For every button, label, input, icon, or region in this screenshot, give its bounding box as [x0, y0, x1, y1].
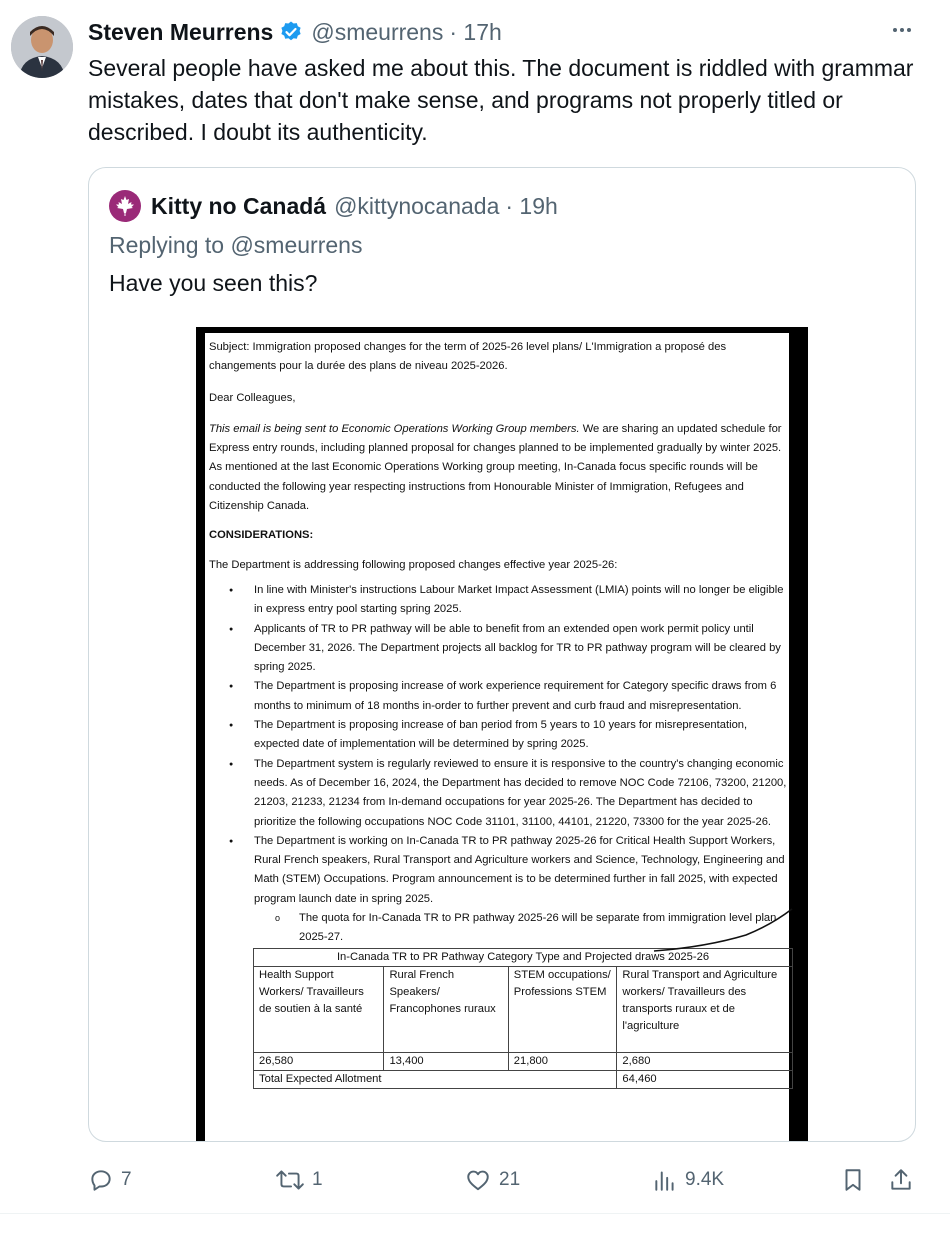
bottom-divider: [0, 1213, 950, 1214]
reply-count: 7: [121, 1169, 132, 1190]
doc-bullet: ● The Department is proposing increase of work experience requirement for Category specific draws from 6 months to minimum of 18 months in-order to further prevent and curb fraud and misrepresentation.: [209, 677, 789, 716]
views-button[interactable]: [652, 1160, 724, 1200]
analytics-icon: [652, 1167, 678, 1193]
bookmark-icon: [840, 1166, 866, 1194]
views-count: 9.4K: [685, 1169, 725, 1190]
quoted-tweet[interactable]: [88, 167, 916, 1142]
like-count: 21: [499, 1169, 521, 1190]
retweet-count: 1: [312, 1169, 323, 1190]
doc-table-value: 21,800: [508, 1052, 617, 1070]
doc-table-header: Rural Transport and Agriculture workers/ Travailleurs des transports ruraux et de l'agriculture: [617, 966, 793, 1052]
doc-table-total-value: 64,460: [617, 1070, 793, 1088]
reply-icon: [88, 1167, 114, 1193]
author-avatar-image: [11, 16, 73, 78]
author-handle[interactable]: @smeurrens: [311, 18, 444, 45]
doc-considerations: CONSIDERATIONS:: [209, 529, 314, 542]
author-avatar[interactable]: [11, 16, 73, 78]
doc-subject: Subject: Immigration proposed changes for the term of 2025-26 level plans/ L'Immigration a proposé des changements pour la durée des plans de niveau 2025-2026.: [209, 341, 727, 373]
retweet-button[interactable]: [275, 1160, 323, 1200]
quoted-tweet-time[interactable]: · 19h: [505, 192, 558, 219]
doc-table-header: Rural French Speakers/ Francophones ruraux: [384, 966, 508, 1052]
retweet-icon: [275, 1167, 305, 1193]
author-name[interactable]: Steven Meurrens: [88, 18, 274, 45]
share-icon: [888, 1166, 914, 1194]
tweet-time[interactable]: · 17h: [449, 18, 502, 45]
document-page: [205, 333, 789, 1142]
bookmark-button[interactable]: [840, 1160, 873, 1200]
quoted-author-avatar[interactable]: [109, 190, 141, 222]
quoted-author-name[interactable]: Kitty no Canadá: [151, 192, 327, 219]
doc-table-value: 13,400: [384, 1052, 508, 1070]
attached-document-image[interactable]: [196, 327, 808, 1142]
doc-bullet: ● The Department system is regularly reviewed to ensure it is responsive to the country's changing economic needs. As of December 16, 2024, the Department has decided to remove NOC Code 72106, 73200, 21200, 21203, 21233, 21234 from In-demand occupations for year 2025-26. The Department has decided to prioritize the following occupations NOC Code 31101, 31100, 44101, 21220, 73300 for the year 2025-26.: [209, 755, 789, 832]
doc-intro: [209, 420, 789, 516]
reply-button[interactable]: [88, 1160, 132, 1200]
more-options-icon[interactable]: [890, 18, 914, 47]
doc-allotment-table: [253, 948, 793, 1089]
replying-to[interactable]: Replying to @smeurrens: [109, 232, 363, 258]
doc-table-caption: In-Canada TR to PR Pathway Category Type and Projected draws 2025-26: [254, 948, 793, 966]
doc-bullet: ● In line with Minister's instructions Labour Market Impact Assessment (LMIA) points will no longer be eligible in express entry pool starting spring 2025.: [209, 581, 789, 620]
heart-icon: [464, 1167, 492, 1193]
doc-bullet: ● Applicants of TR to PR pathway will be able to benefit from an extended open work permit policy until December 31, 2026. The Department projects all backlog for TR to PR pathway program will be cleared by spring 2025.: [209, 620, 789, 678]
doc-greeting: Dear Colleagues,: [209, 391, 296, 404]
doc-addressing: The Department is addressing following proposed changes effective year 2025-26:: [209, 558, 618, 571]
doc-table-value: 26,580: [254, 1052, 384, 1070]
tweet-text: Several people have asked me about this. The document is riddled with grammar mistakes, dates that don't make sense, and programs not properly titled or described. I doubt its authenticity.: [88, 55, 914, 145]
doc-bullet-list: [209, 581, 789, 909]
maple-leaf-icon: [114, 195, 136, 217]
verified-badge-icon: [279, 20, 303, 44]
like-button[interactable]: [464, 1160, 520, 1200]
quoted-tweet-header: [109, 190, 558, 222]
doc-table-total-label: Total Expected Allotment: [254, 1070, 617, 1088]
quoted-author-handle[interactable]: @kittynocanada: [334, 192, 500, 219]
share-button[interactable]: [888, 1160, 921, 1200]
doc-intro-italic: This email is being sent to Economic Operations Working Group members.: [209, 422, 580, 435]
doc-table-value: 2,680: [617, 1052, 793, 1070]
tweet-action-bar: [0, 1160, 950, 1200]
pen-annotation-mark: [636, 907, 796, 957]
doc-intro-rest: We are sharing an updated schedule for Express entry rounds, including planned proposal for changes planned to be implemented gradually by winter 2025. As mentioned at the last Economic Operations Working group meeting, In-Canada focus specific rounds will be conducted the following year respecting instructions from Honourable Minister of Immigration, Refugees and Citizenship Canada.: [209, 422, 782, 513]
tweet-header: [88, 17, 502, 47]
quoted-tweet-text: Have you seen this?: [109, 270, 318, 296]
doc-sub-bullet: o The quota for In-Canada TR to PR pathway 2025-26 will be separate from immigration level plan 2025-27.: [209, 909, 789, 948]
doc-table-header: Health Support Workers/ Travailleurs de soutien à la santé: [254, 966, 384, 1052]
doc-bullet: ● The Department is working on In-Canada TR to PR pathway 2025-26 for Critical Health Support Workers, Rural French speakers, Rural Transport and Agriculture workers and Science, Technology, Engineering and Math (STEM) Occupations. Program announcement is to be determined further in fall 2025, with expected program launch date in spring 2025.: [209, 832, 789, 909]
doc-table-header: STEM occupations/ Professions STEM: [508, 966, 617, 1052]
doc-bullet: ● The Department is proposing increase of ban period from 5 years to 10 years for misrepresentation, expected date of implementation will be determined by spring 2025.: [209, 716, 789, 755]
